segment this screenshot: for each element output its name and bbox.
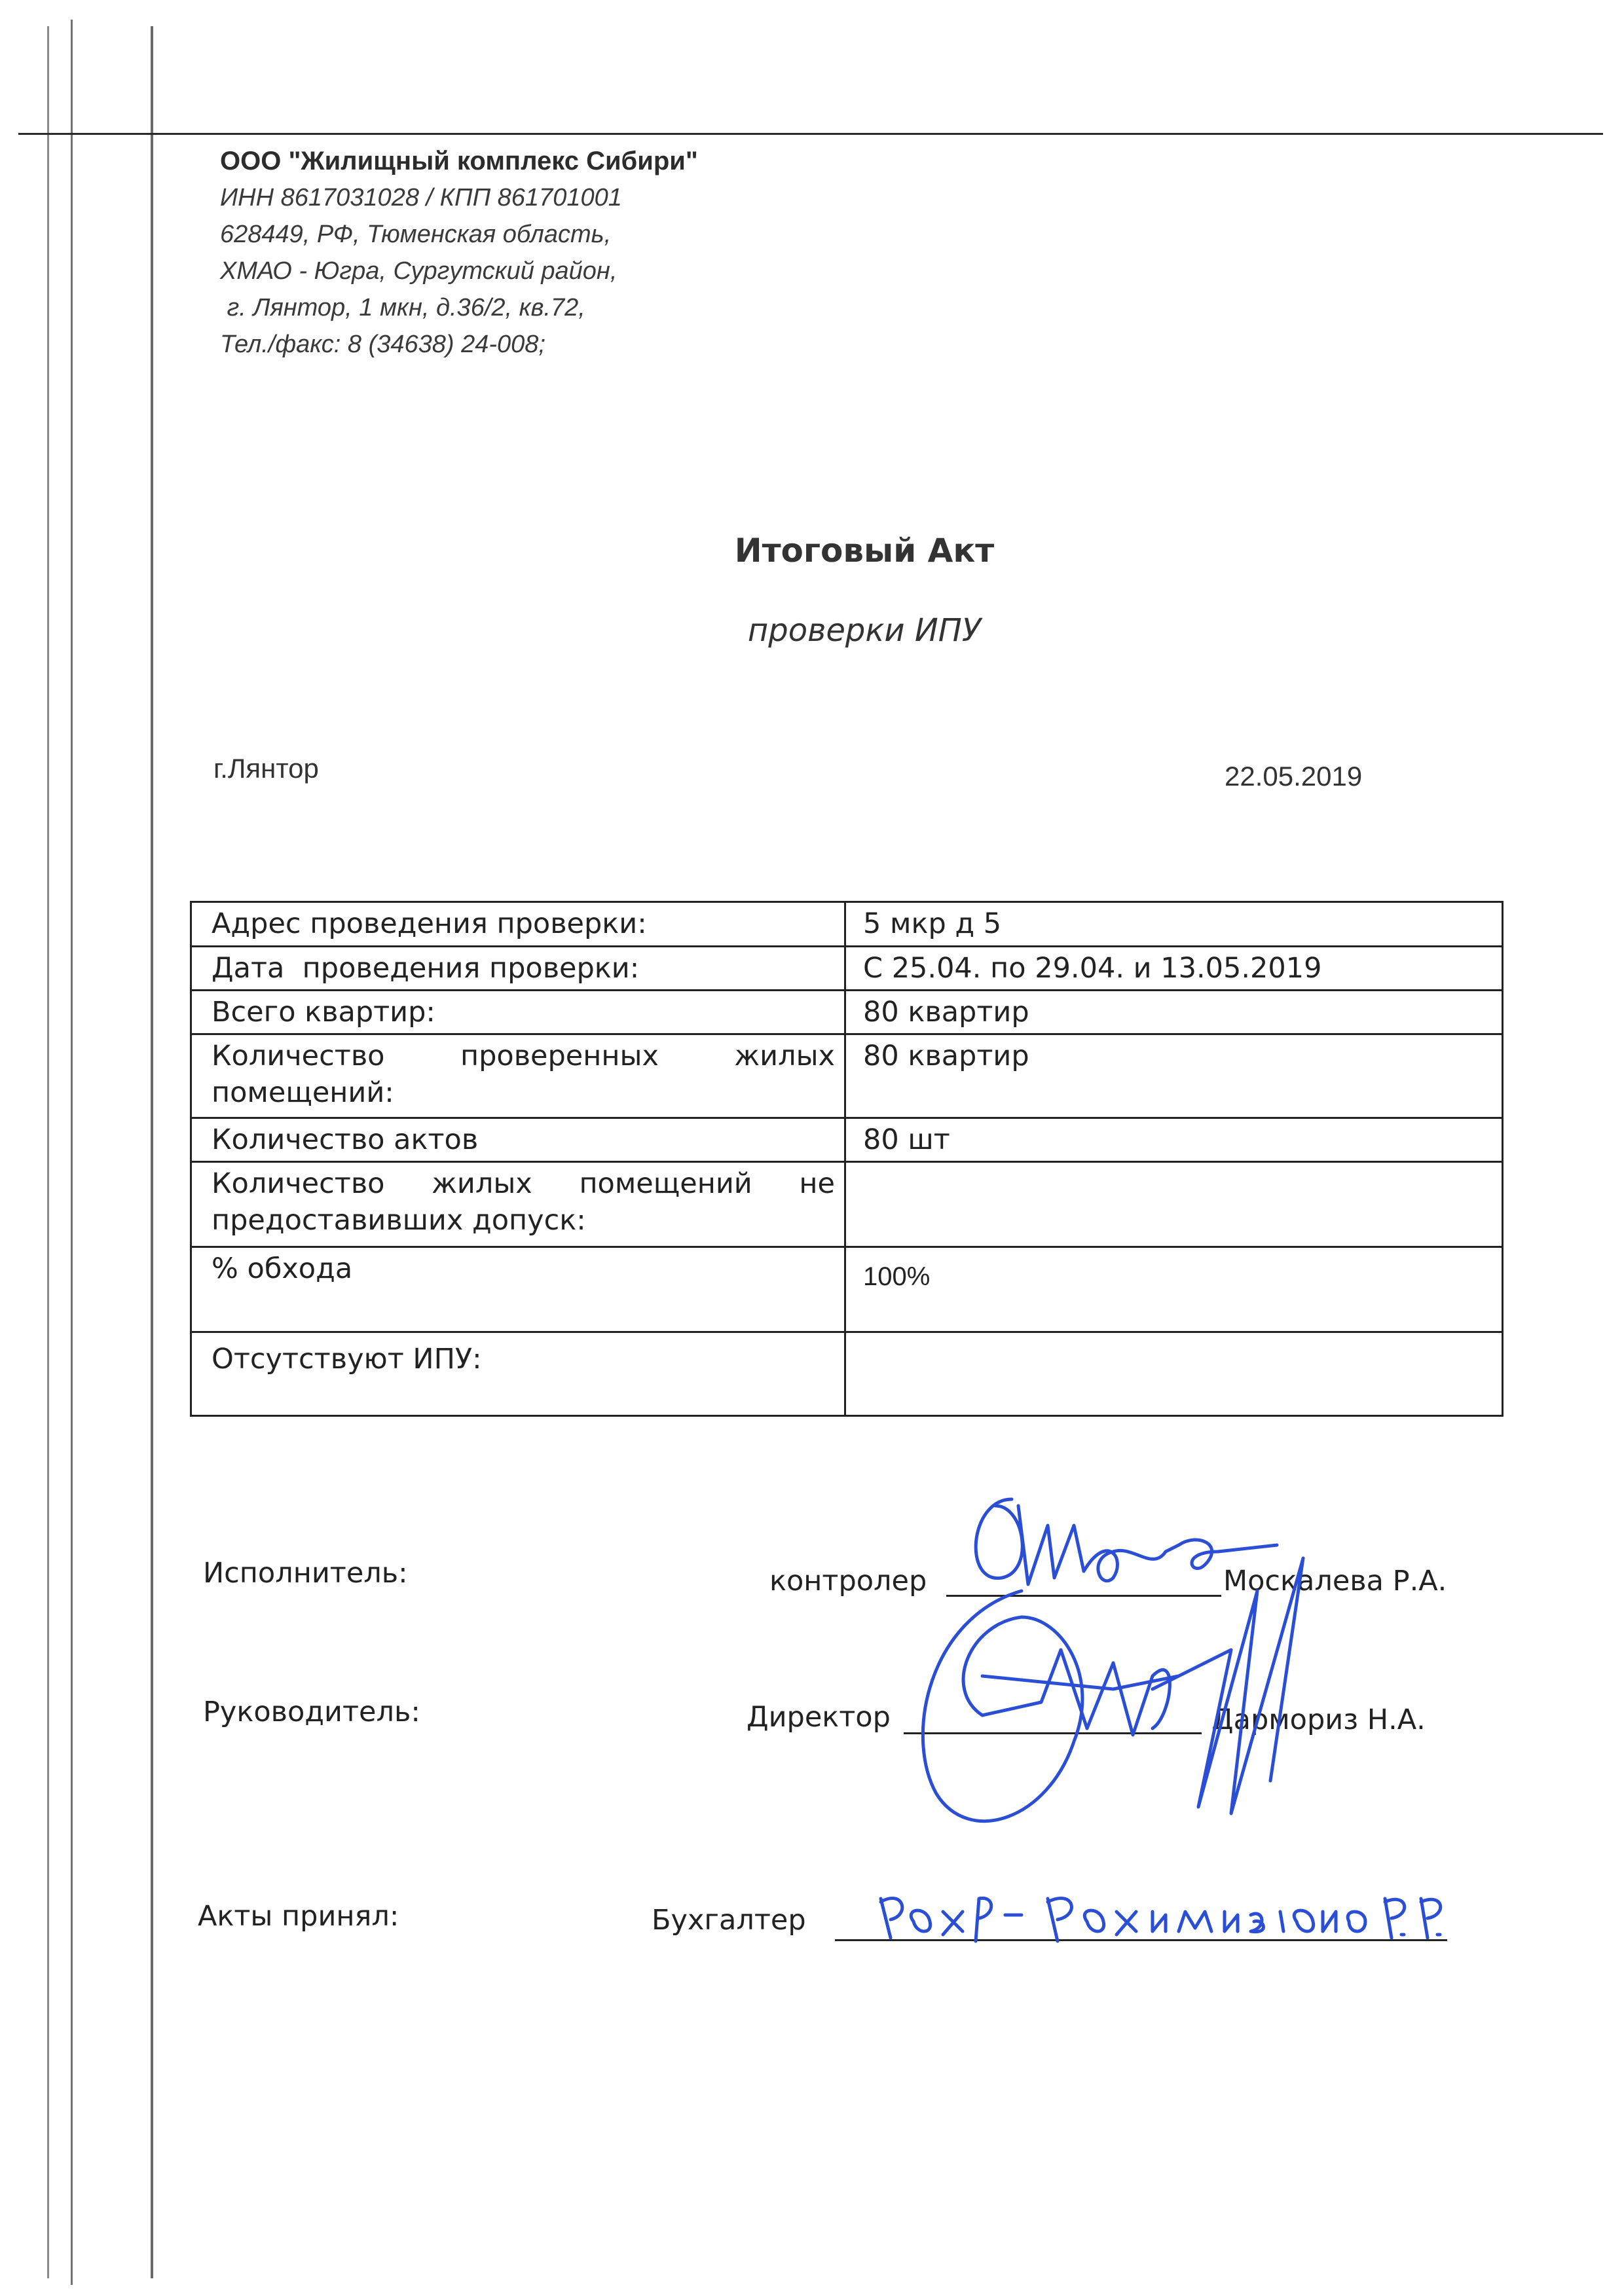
table-cell-value [845, 1332, 1503, 1416]
executor-role: контролер [769, 1565, 927, 1597]
company-name: ООО "Жилищный комплекс Сибири" [220, 147, 698, 175]
table-cell-label: Дата проведения проверки: [191, 947, 845, 991]
table-cell-label: % обхода [191, 1247, 845, 1332]
table-cell-value: С 25.04. по 29.04. и 13.05.2019 [845, 947, 1503, 991]
letterhead-line: г. Лянтор, 1 мкн, д.36/2, кв.72, [220, 294, 585, 321]
scan-binding-line [47, 26, 49, 2278]
table-row [191, 1034, 1503, 1118]
table-cell-label: Количество жилых помещений не предоставивших допуск: [191, 1162, 845, 1247]
letterhead-line: ИНН 8617031028 / КПП 861701001 [220, 184, 622, 211]
table-cell-value: 5 мкр д 5 [845, 902, 1503, 947]
executor-label: Исполнитель: [203, 1557, 408, 1590]
table-row [191, 1247, 1503, 1332]
scan-top-rule [18, 133, 1603, 135]
table-cell-value: 80 квартир [845, 991, 1503, 1034]
head-signature-line [904, 1732, 1202, 1734]
table-row [191, 1332, 1503, 1416]
table-cell-label: Количество актов [191, 1118, 845, 1162]
scan-binding-line [151, 26, 153, 2278]
table-cell-label: Адрес проведения проверки: [191, 902, 845, 947]
inspection-table [190, 901, 1504, 1417]
head-role: Директор [747, 1701, 891, 1734]
place-of-issue: г.Лянтор [213, 753, 319, 784]
table-cell-value [845, 1162, 1503, 1247]
document-date: 22.05.2019 [1225, 761, 1363, 792]
table-row [191, 991, 1503, 1034]
table-cell-label: Количество проверенных жилых помещений: [191, 1034, 845, 1118]
head-label: Руководитель: [203, 1696, 420, 1728]
letterhead-line: Тел./факс: 8 (34638) 24-008; [220, 331, 545, 358]
accountant-handwriting [881, 1898, 1441, 1941]
accepted-signature-line [835, 1939, 1447, 1941]
executor-signature-line [946, 1595, 1221, 1597]
table-cell-value: 80 квартир [845, 1034, 1503, 1118]
executor-name: Москалева Р.А. [1223, 1565, 1447, 1597]
table-row [191, 1162, 1503, 1247]
accepted-role: Бухгалтер [652, 1904, 806, 1937]
document-title: Итоговый Акт [734, 532, 995, 570]
director-signature [923, 1558, 1303, 1821]
letterhead-line: 628449, РФ, Тюменская область, [220, 221, 612, 248]
scan-binding-line [71, 20, 73, 2285]
letterhead [220, 143, 698, 363]
table-row [191, 947, 1503, 991]
head-name: Дармориз Н.А. [1211, 1704, 1426, 1736]
table-cell-label: Отсутствуют ИПУ: [191, 1332, 845, 1416]
table-cell-value: 100% [845, 1247, 1503, 1332]
table-cell-value: 80 шт [845, 1118, 1503, 1162]
accepted-label: Акты принял: [198, 1900, 399, 1933]
table-row [191, 902, 1503, 947]
document-subtitle: проверки ИПУ [747, 612, 982, 649]
letterhead-line: ХМАО - Югра, Сургутский район, [220, 257, 618, 285]
table-cell-label: Всего квартир: [191, 991, 845, 1034]
table-row [191, 1118, 1503, 1162]
